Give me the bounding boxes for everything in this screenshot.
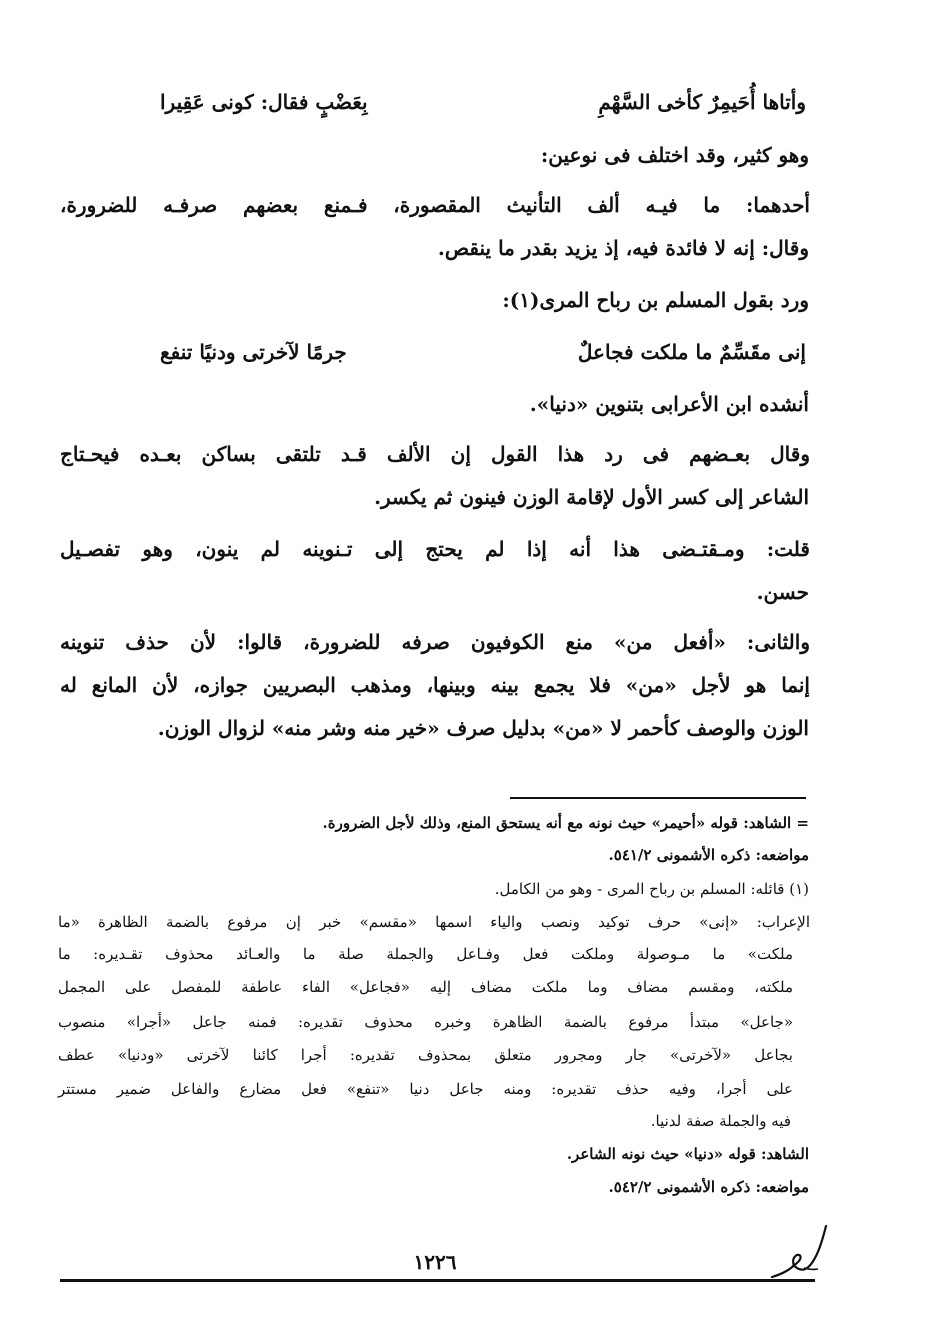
verse2-first-hemistich: إنى مقَسِّمٌ ما ملكت فجاعلٌ <box>577 340 806 364</box>
verse1-first-hemistich: وأتاها أُحَيمِرٌ كأخى السَّهْمِ <box>598 90 806 114</box>
body-line-3: وقال: إنه لا فائدة فيه، إذ يزيد بقدر ما ينقص. <box>437 236 809 260</box>
body-line-5: أنشده ابن الأعرابى بتنوين «دنيا». <box>529 392 809 416</box>
footnote-line-1: = الشاهد: قوله «أحيمر» حيث نونه مع أنه يستحق المنع، وذلك لأجل الضرورة. <box>322 814 809 832</box>
body-line-8: قلت: ومـقتـضى هذا أنه إذا لم يحتج إلى تـنوينه لم ينون، وهو تفصـيل <box>60 537 810 561</box>
footnote-separator <box>510 797 806 799</box>
footnote-line-4: الإعراب: «إنى» حرف توكيد ونصب والياء اسمها «مقسم» خبر إن مرفوع بالضمة الظاهرة «ما <box>58 913 810 931</box>
handwritten-mark-icon <box>768 1222 830 1282</box>
footnote-line-8: بجاعل «لآخرتى» جار ومجرور متعلق بمحذوف تقديره: أجرا كائنا لآخرتى «ودنيا» عطف <box>58 1046 793 1064</box>
body-line-1: وهو كثير، وقد اختلف فى نوعين: <box>540 143 809 167</box>
footnote-line-5: ملكت» ما مـوصولة وملكت فعل وفـاعل والجملة صلة ما والعـائد محذوف تقـديره: ما <box>58 945 793 963</box>
body-line-10: والثانى: «أفعل من» منع الكوفيون صرفه للضرورة، قالوا: لأن حذف تنوينه <box>60 630 810 654</box>
footnote-line-11: الشاهد: قوله «دنيا» حيث نونه الشاعر. <box>566 1145 809 1163</box>
footnote-line-3: (١) قائله: المسلم بن رباح المرى - وهو من الكامل. <box>494 880 809 898</box>
page-number: ١٢٢٦ <box>413 1250 457 1274</box>
body-line-9: حسن. <box>756 580 809 604</box>
verse2-second-hemistich: جرمًا لآخرتى ودنيًا تنفع <box>160 340 347 364</box>
body-line-2: أحدهما: ما فيـه ألف التأنيث المقصورة، فـمنع بعضهم صرفـه للضرورة، <box>60 193 810 217</box>
footnote-line-12: مواضعه: ذكره الأشمونى ٥٤٢/٢. <box>608 1178 809 1196</box>
bottom-rule <box>60 1279 815 1282</box>
footnote-line-6: ملكته، ومقسم مضاف وما ملكت مضاف إليه «فجاعل» الفاء عاطفة للمفصل على المجمل <box>58 978 793 996</box>
body-line-4: ورد بقول المسلم بن رباح المرى(١): <box>502 288 809 312</box>
body-line-7: الشاعر إلى كسر الأول لإقامة الوزن فينون ثم يكسر. <box>374 485 809 509</box>
verse1-second-hemistich: بِعَضْبٍ فقال: كونى عَقِيرا <box>160 90 368 114</box>
footnote-line-2: مواضعه: ذكره الأشمونى ٥٤١/٢. <box>608 846 809 864</box>
body-line-6: وقال بعـضهم فى رد هذا القول إن الألف قـد تلتقى بساكن بعـده فيحـتاج <box>60 442 810 466</box>
footnote-line-9: على أجرا، وفيه حذف تقديره: ومنه جاعل دنيا «تنفع» فعل مضارع والفاعل ضمير مستتر <box>58 1080 793 1098</box>
footnote-line-10: فيه والجملة صفة لدنيا. <box>650 1112 791 1130</box>
body-line-11: إنما هو لأجل «من» فلا يجمع بينه وبينها، ومذهب البصريين جوازه، لأن المانع له <box>60 673 810 697</box>
footnote-line-7: «جاعل» مبتدأ مرفوع بالضمة الظاهرة وخبره محذوف تقديره: فمنه جاعل «أجرا» منصوب <box>58 1013 793 1031</box>
body-line-12: الوزن والوصف كأحمر لا «من» بدليل صرف «خير منه وشر منه» لزوال الوزن. <box>157 716 809 740</box>
